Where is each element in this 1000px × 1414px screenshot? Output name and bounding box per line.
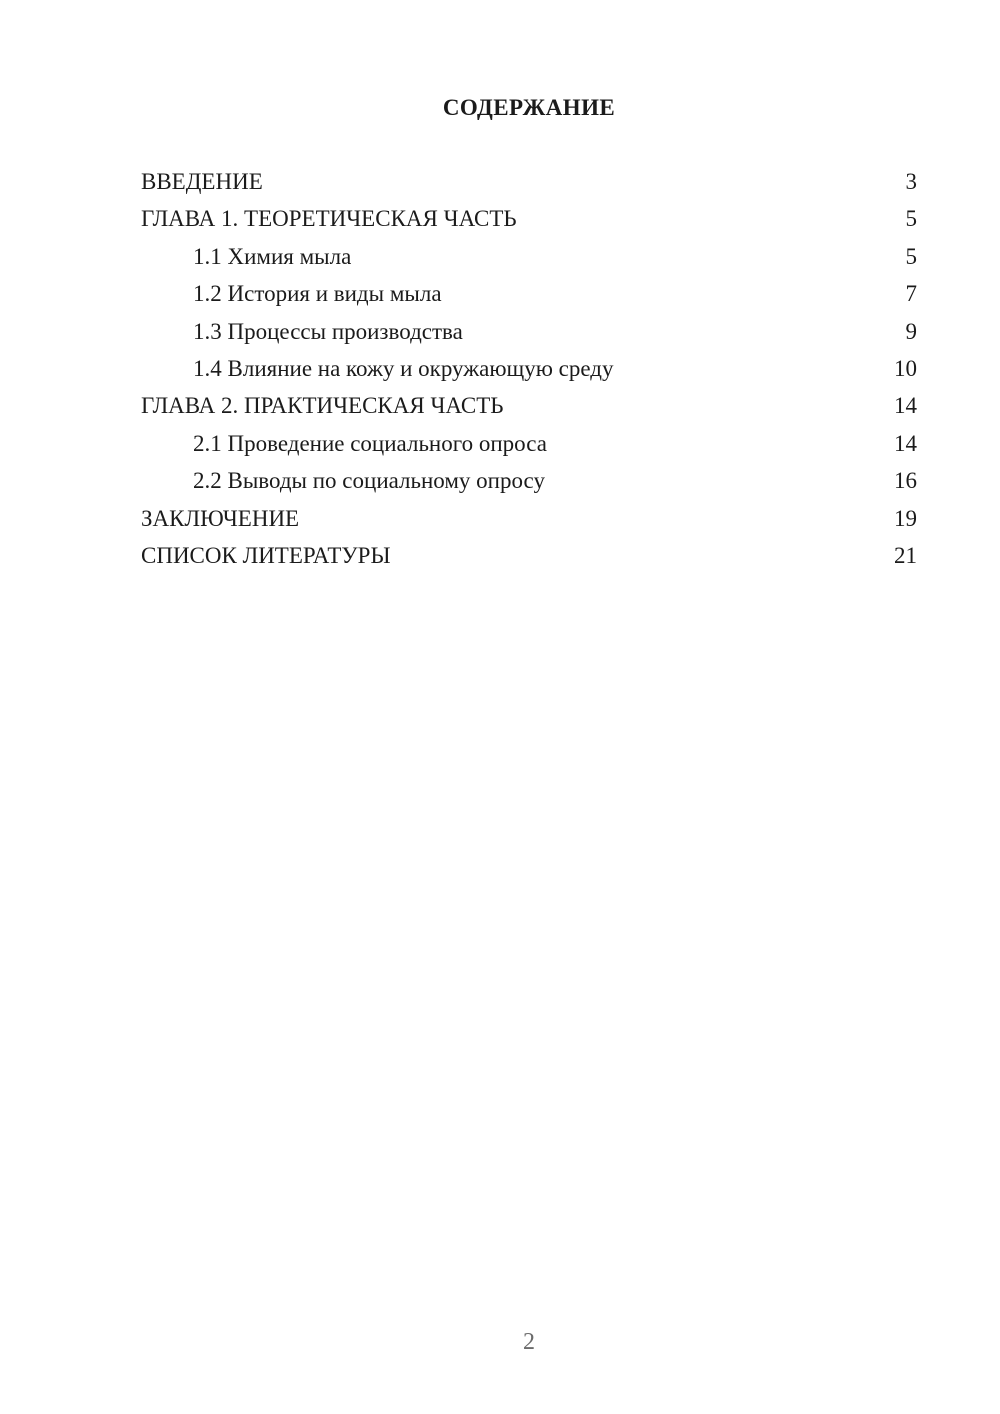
- toc-entry: [141, 462, 917, 499]
- toc-entry-page: 5: [905, 206, 917, 232]
- toc-entry-page: 19: [894, 505, 917, 531]
- toc-entry-page: 5: [905, 243, 917, 269]
- toc-entry: [141, 238, 917, 275]
- footer-page-number: 2: [523, 1329, 535, 1355]
- toc-entry-label: 2.2 Выводы по социальному опросу: [193, 468, 545, 494]
- toc-entry-label: ВВЕДЕНИЕ: [141, 169, 263, 194]
- toc-entry-label: СПИСОК ЛИТЕРАТУРЫ: [141, 543, 391, 569]
- toc-entry-label: ГЛАВА 1. ТЕОРЕТИЧЕСКАЯ ЧАСТЬ: [141, 206, 517, 232]
- toc-entry-page: 10: [894, 356, 917, 382]
- toc-entry: [141, 275, 917, 312]
- toc-entry: [141, 387, 917, 424]
- toc-entry-label: 1.1 Химия мыла: [193, 243, 352, 269]
- toc-entry-label: 1.2 История и виды мыла: [193, 281, 442, 307]
- toc-entry-page: 14: [894, 430, 917, 456]
- toc-entry-label: 1.4 Влияние на кожу и окружающую среду: [193, 356, 614, 382]
- toc-entry-label: 1.3 Процессы производства: [193, 318, 463, 344]
- toc-entry: [141, 500, 917, 537]
- toc-entry-page: 7: [905, 281, 917, 307]
- toc-entry-label: 2.1 Проведение социального опроса: [193, 430, 547, 456]
- toc-entry-page: 3: [905, 169, 917, 194]
- toc-entry-label: ЗАКЛЮЧЕНИЕ: [141, 505, 300, 531]
- toc-entry: [141, 200, 917, 237]
- page-title: СОДЕРЖАНИЕ: [442, 95, 616, 120]
- toc-entry-page: 14: [894, 393, 917, 419]
- toc-entry: [141, 163, 917, 200]
- table-of-contents: [141, 163, 917, 574]
- page-content: [0, 0, 1000, 574]
- toc-entry-page: 9: [905, 318, 917, 344]
- toc-entry-page: 21: [894, 543, 917, 569]
- toc-entry: [141, 425, 917, 462]
- toc-entry: [141, 537, 917, 574]
- toc-entry-page: 16: [894, 468, 917, 494]
- toc-entry-label: ГЛАВА 2. ПРАКТИЧЕСКАЯ ЧАСТЬ: [141, 393, 504, 419]
- toc-entry: [141, 313, 917, 350]
- toc-entry: [141, 350, 917, 387]
